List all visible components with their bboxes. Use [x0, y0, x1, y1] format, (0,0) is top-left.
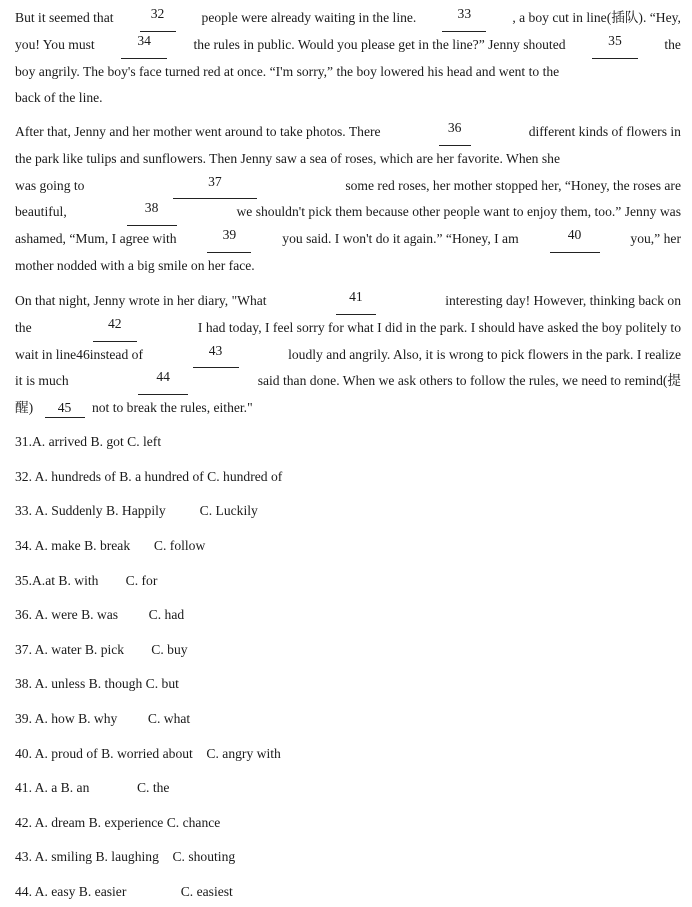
passage-text: the [664, 36, 681, 52]
blank-41: 41 [336, 288, 376, 315]
question-42-options: 42. A. dream B. experience C. chance [15, 815, 221, 830]
passage-line [15, 315, 681, 342]
passage-line [15, 199, 681, 226]
blank-43: 43 [193, 342, 239, 369]
passage-line [15, 342, 681, 369]
passage-line [15, 226, 681, 253]
blank-42: 42 [93, 315, 137, 342]
blank-36: 36 [439, 119, 471, 146]
passage-text: said than done. When we ask others to follow the rules, we need to remind(提 [257, 373, 681, 389]
question-44-options: 44. A. easy B. easier C. easiest [15, 884, 233, 899]
passage-line: the park like tulips and sunflowers. Then Jenny saw a sea of roses, which are her favorite. When she [15, 150, 560, 166]
passage-line: back of the line. [15, 90, 103, 106]
question-43-options: 43. A. smiling B. laughing C. shouting [15, 849, 236, 864]
passage-text: 醒) [15, 400, 34, 416]
passage-line [15, 32, 681, 59]
passage-text: I had today, I feel sorry for what I did in the park. I should have asked the boy politely to [197, 319, 681, 335]
passage-line [15, 395, 681, 422]
passage-line [15, 173, 681, 200]
passage-text: not to break the rules, either." [91, 400, 253, 416]
passage-text: beautiful, [15, 204, 67, 220]
passage-text: interesting day! However, thinking back on [445, 293, 681, 308]
question-37-options: 37. A. water B. pick C. buy [15, 642, 188, 657]
blank-44: 44 [138, 368, 188, 395]
question-36-options: 36. A. were B. was C. had [15, 607, 185, 622]
blank-33: 33 [442, 5, 486, 32]
passage-text: the rules in public. Would you please get in the line?” Jenny shouted [193, 36, 566, 52]
blank-32: 32 [140, 5, 176, 32]
passage-paragraph-2 [15, 119, 681, 280]
passage-text: was going to [15, 177, 85, 193]
question-40-options: 40. A. proud of B. worried about C. angry with [15, 746, 281, 761]
question-35-options: 35.A.at B. with C. for [15, 573, 158, 588]
passage-line: boy angrily. The boy's face turned red at once. “I'm sorry,” the boy lowered his head and went to the [15, 63, 560, 79]
passage-line [15, 119, 681, 146]
passage-text: you said. I won't do it again.” “Honey, I am [282, 231, 519, 247]
passage-text: On that night, Jenny wrote in her diary, "What [15, 293, 267, 308]
blank-38: 38 [127, 199, 177, 226]
blank-35: 35 [592, 32, 638, 59]
passage-paragraph-3 [15, 288, 681, 422]
passage-text: loudly and angrily. Also, it is wrong to pick flowers in the park. I realize [288, 346, 681, 362]
passage-line [15, 5, 681, 32]
passage-text: After that, Jenny and her mother went around to take photos. There [15, 124, 381, 139]
question-38-options: 38. A. unless B. though C. but [15, 676, 179, 691]
passage-text: people were already waiting in the line. [201, 10, 417, 25]
passage-text: some red roses, her mother stopped her, “Honey, the roses are [345, 177, 681, 193]
passage-paragraph-1 [15, 5, 681, 112]
question-33-options: 33. A. Suddenly B. Happily C. Luckily [15, 503, 258, 518]
passage-text: ashamed, “Mum, I agree with [15, 231, 177, 247]
question-31-options: 31.A. arrived B. got C. left [15, 434, 162, 449]
passage-text: it is much [15, 373, 69, 389]
question-41-options: 41. A. a B. an C. the [15, 780, 170, 795]
passage-text: wait in line46instead of [15, 346, 143, 362]
blank-45: 45 [45, 399, 85, 418]
passage-text: , a boy cut in line(插队). “Hey, [512, 10, 681, 25]
passage-text: But it seemed that [15, 10, 114, 25]
passage-text: different kinds of flowers in [528, 124, 681, 139]
question-34-options: 34. A. make B. break C. follow [15, 538, 206, 553]
passage-line [15, 368, 681, 395]
blank-37: 37 [173, 173, 257, 200]
passage-text: you,” her [630, 231, 681, 247]
passage-line: mother nodded with a big smile on her face. [15, 257, 255, 273]
passage-text: the [15, 319, 32, 335]
blank-39: 39 [207, 226, 251, 253]
blank-34: 34 [121, 32, 167, 59]
question-39-options: 39. A. how B. why C. what [15, 711, 191, 726]
passage-text: you! You must [15, 36, 95, 52]
passage-line [15, 288, 681, 315]
passage-text: we shouldn't pick them because other people want to enjoy them, too.” Jenny was [236, 204, 681, 220]
blank-40: 40 [550, 226, 600, 253]
question-32-options: 32. A. hundreds of B. a hundred of C. hundred of [15, 469, 283, 484]
